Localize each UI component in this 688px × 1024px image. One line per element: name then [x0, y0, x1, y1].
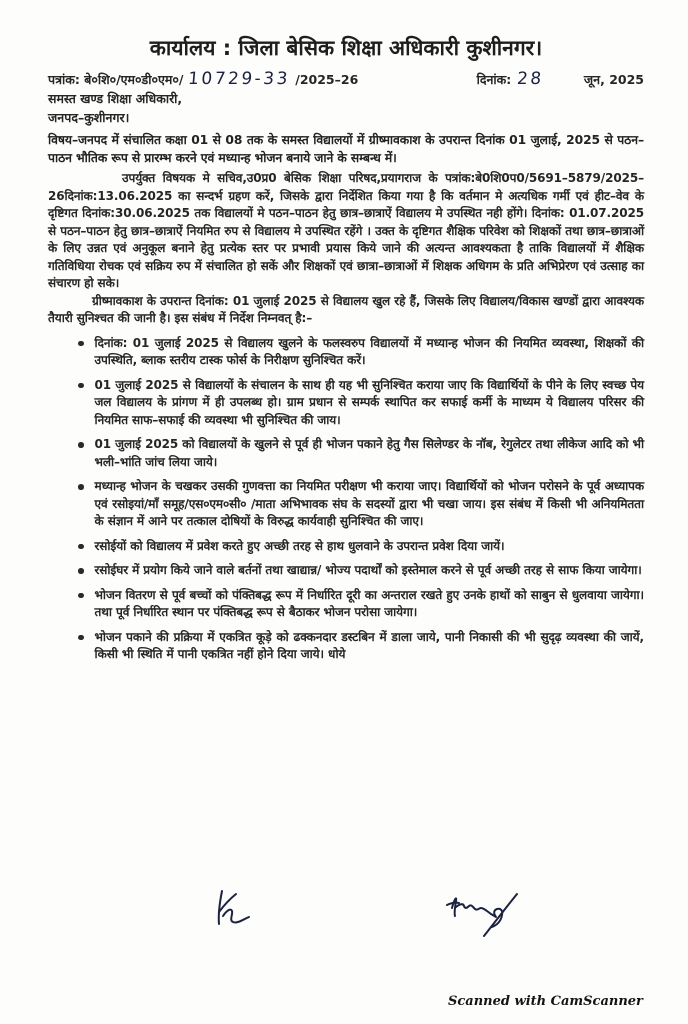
- addressee-line-1: समस्त खण्ड शिक्षा अधिकारी,: [48, 91, 183, 106]
- signature-right-icon: [436, 876, 536, 944]
- bullet-icon: [78, 341, 84, 347]
- body-paragraph-2: ग्रीष्मावकाश के उपरान्त दिनांक: 01 जुलाई 2025 से विद्यालय खुल रहे हैं, जिसके लिए विद्यालय/विकास खण्डों द्वारा आवश्यक तैयारी सुनिश्चत की जानी है। इस संबंध में निर्देश निम्नवत् है:–: [48, 293, 644, 325]
- directive-item: [78, 436, 644, 471]
- date-group: [477, 69, 644, 89]
- bullet-icon: [78, 442, 84, 448]
- directive-list: [48, 335, 644, 664]
- date-day-handwritten: 28: [516, 69, 545, 89]
- camscanner-credit: Scanned with CamScanner: [448, 994, 643, 1009]
- directive-item: [78, 377, 644, 430]
- directive-item: [78, 538, 644, 556]
- bullet-icon: [78, 383, 84, 389]
- bullet-icon: [78, 544, 84, 550]
- addressee-line-2: जनपद–कुशीनगर।: [48, 110, 130, 125]
- directive-text: मध्यान्ह भोजन के चखकर उसकी गुणवत्ता का नियमित परीक्षण भी कराया जाए। विद्यार्थियों को भोजन परोसने के पूर्व अध्यापक एवं रसोइयां/माँ समूह/एस०एम०सी० /माता अभिभावक संघ के सदस्यों द्वारा भी चखा जाय। इस संबंध में किसी भी अनियमितता के संज्ञान में आने पर तत्काल दोषियों के विरुद्ध कार्यवाही सुनिश्चित की जाए।: [94, 479, 644, 528]
- ref-number-handwritten: 10729-33: [187, 69, 292, 89]
- bullet-icon: [78, 484, 84, 490]
- directive-text: भोजन पकाने की प्रक्रिया में एकत्रित कूड़े को ढक्कनदार डस्टबिन में डाला जाये, पानी निकासी की भी सुदृढ़ व्यवस्था की जायें, किसी भी स्थिति में पानी एकत्रित नहीं होने दिया जाये। धोये: [94, 629, 644, 661]
- subject-paragraph: विषय–जनपद में संचालित कक्षा 01 से 08 तक के समस्त विद्यालयों में ग्रीष्मावकाश के उपरान्त दिनांक 01 जुलाई, 2025 से पठन–पाठन भौतिक रूप से प्रारम्भ करने एवं मध्यान्ह भोजन बनाये जाने के सम्बन्ध में।: [48, 133, 644, 165]
- office-title: कार्यालय : जिला बेसिक शिक्षा अधिकारी कुशीनगर।: [149, 36, 543, 60]
- directive-item: [78, 562, 644, 580]
- bullet-icon: [78, 568, 84, 574]
- directive-text: रसोईयों को विद्यालय में प्रवेश करते हुए अच्छी तरह से हाथ धुलवाने के उपरान्त प्रवेश दिया जायें।: [94, 538, 505, 553]
- date-month-year: जून, 2025: [583, 72, 644, 87]
- directive-text: 01 जुलाई 2025 को विद्यालयों के खुलने से पूर्व ही भोजन पकाने हेतु गैस सिलेण्डर के नॉब, रेगुलेटर तथा लीकेज आदि को भी भली–भांति जांच लिया जाये।: [94, 437, 644, 469]
- ref-number-suffix: /2025–26: [295, 72, 359, 87]
- reference-line: [48, 69, 644, 89]
- directive-text: भोजन वितरण से पूर्व बच्चों को पंक्तिबद्ध रूप में निर्धारित दूरी का अन्तराल रखते हुए उनके हाथों को साबुन से धुलवाया जायेगा। तथा पूर्व निर्धारित स्थान पर पंक्तिबद्ध रूप से बैठाकर भोजन परोसा जायेगा।: [94, 587, 644, 619]
- directive-text: दिनांक: 01 जुलाई 2025 से विद्यालय खुलने के फलस्वरुप विद्यालयों में मध्यान्ह भोजन की नियमित व्यवस्था, शिक्षकों की उपस्थिति, ब्लाक स्तरीय टास्क फोर्स के निरीक्षण सुनिश्चित करें।: [94, 335, 644, 367]
- directive-text: 01 जुलाई 2025 से विद्यालयों के संचालन के साथ ही यह भी सुनिश्चित कराया जाए कि विद्यार्थियों के पीने के लिए स्वच्छ पेय जल विद्यालय के प्रांगण में ही उपलब्ध हो। ग्राम प्रधान से सम्पर्क स्थापित कर सफाई कर्मी के माध्यम ये विद्यालय परिसर की नियमित साफ–सफाई की व्यवस्था भी सुनिश्चित की जाय।: [94, 377, 644, 427]
- signature-left-icon: [210, 886, 254, 936]
- directive-text: रसोईघर में प्रयोग किये जाने वाले बर्तनों तथा खाद्यान्न/ भोज्य पदार्थों को इस्तेमाल करने से पूर्व अच्छी तरह से साफ किया जायेगा।: [94, 563, 642, 577]
- ref-number-prefix: पत्रांक: बे०शि०/एम०डी०एम०/: [48, 72, 184, 87]
- directive-item: [78, 335, 644, 370]
- directive-item: [78, 587, 644, 622]
- directive-item: [78, 629, 644, 664]
- bullet-icon: [78, 635, 84, 641]
- date-label: दिनांक:: [476, 72, 512, 87]
- bullet-icon: [78, 593, 84, 599]
- body-paragraph-1: उपर्युक्त विषयक मे सचिव,उ0प्र0 बेसिक शिक्षा परिषद,प्रयागराज के पत्रांक:बे0शि0प0/5691–5879/2025–26दिनांक:13.06.2025 का सन्दर्भ ग्रहण करें, जिसके द्वारा निर्देशित किया गया है कि वर्तमान मे अत्यधिक गर्मी एवं हीट–वेव के दृष्टिगत दिनांक:30.06.2025 तक विद्यालयों मे पठन–पाठन हेतु छात्र–छात्राऐं विद्यालय मे उपस्थित नही होंगे। दिनांक: 01.07.2025 से पठन–पाठन हेतु छात्र–छात्राऐं नियमित रुप से विद्यालय मे उपस्थित रहेंगे । उक्त के दृष्टिगत शैक्षिक परिवेश को शिक्षकों तथा छात्र–छात्राओं के लिए उन्नत एवं अनुकूल बनाने हेतु प्रत्येक स्तर पर प्रभावी प्रयास किये जाने की अत्यन्त आवश्यकता है ताकि विद्यालयों में शैक्षिक गतिविधिया रोचक एवं सक्रिय रुप में संचालित हो सकें और शिक्षकों एवं छात्रा–छात्राओं में शिक्षक अधिगम के प्रति अभिप्रेरण एवं उत्साह का संचारण हो सके।: [48, 171, 644, 290]
- directive-item: [78, 478, 644, 531]
